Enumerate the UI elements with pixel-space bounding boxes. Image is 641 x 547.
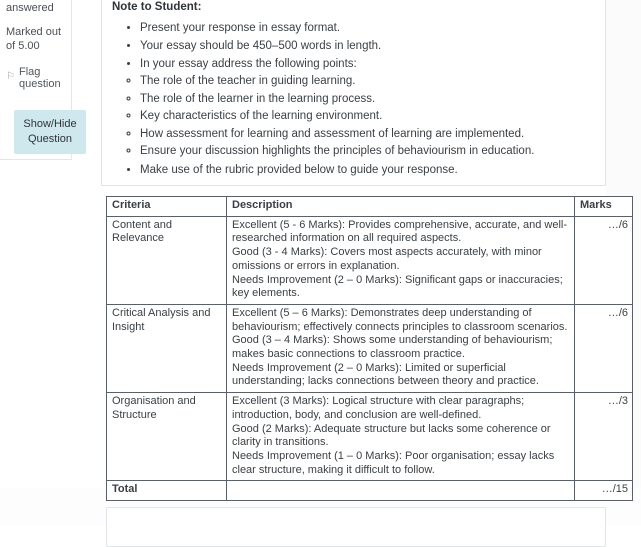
- cell-marks: …/6: [575, 304, 633, 392]
- question-content-panel: [101, 0, 606, 186]
- table-header-row: [107, 197, 633, 217]
- table-row-total: [107, 481, 633, 501]
- list-item: • In your essay address the following points:: [140, 55, 595, 73]
- list-item: ◦ How assessment for learning and assessment of learning are implemented.: [140, 126, 595, 144]
- cell-criteria: Content and Relevance: [107, 216, 227, 304]
- table-row: [107, 304, 633, 392]
- cell-total-spacer: [227, 481, 575, 501]
- flag-question-label: Flag question: [18, 66, 61, 90]
- show-hide-line-1: Show/Hide: [23, 118, 77, 130]
- note-bullet-list: [110, 19, 595, 73]
- panel-gutter: [72, 0, 101, 488]
- description-line: Good (3 - 4 Marks): Covers most aspects accurately, with minor omissions or errors in explanation.: [232, 246, 542, 272]
- flag-question-link[interactable]: [0, 66, 71, 90]
- column-header-description: Description: [227, 197, 575, 217]
- cell-description: [227, 304, 575, 392]
- description-line: Needs Improvement (2 – 0 Marks): Significant gaps or inaccuracies; key elements.: [232, 273, 563, 300]
- cell-marks: …/6: [575, 216, 633, 304]
- cell-criteria: Critical Analysis and Insight: [107, 304, 227, 392]
- note-to-student-heading: Note to Student:: [112, 1, 202, 13]
- description-line: Excellent (5 - 6 Marks): Provides comprehensive, accurate, and well-researched information on all required aspects.: [232, 218, 568, 245]
- cell-criteria: Organisation and Structure: [107, 393, 227, 481]
- column-header-marks: Marks: [575, 197, 633, 217]
- note-sub-bullet-list: [110, 73, 595, 161]
- list-item: ◦ The role of the learner in the learning process.: [140, 91, 595, 109]
- list-item: ◦ Key characteristics of the learning environment.: [140, 108, 595, 126]
- description-line: Good (3 – 4 Marks): Shows some understanding of behaviourism; makes basic connections to classroom practice.: [232, 334, 553, 361]
- description-line: Needs Improvement (2 – 0 Marks): Limited or superficial understanding; lacks connections between theory and practice.: [232, 361, 539, 388]
- show-hide-question-button[interactable]: [14, 110, 86, 154]
- description-line: Good (2 Marks): Adequate structure but lacks some coherence or clarity in transitions.: [232, 422, 551, 449]
- cell-description: [227, 216, 575, 304]
- rubric-table: [106, 196, 633, 501]
- cell-total-marks: …/15: [575, 481, 633, 501]
- list-item: • Make use of the rubric provided below to guide your response.: [140, 161, 595, 179]
- cell-marks: …/3: [575, 393, 633, 481]
- list-item: • Present your response in essay format.: [140, 19, 595, 37]
- description-line: Excellent (3 Marks): Logical structure with clear paragraphs; introduction, body, and conclusion are well-defined.: [232, 395, 525, 421]
- table-row: [107, 216, 633, 304]
- question-status-text: answered: [6, 2, 54, 14]
- marked-out-of-text: Marked out of 5.00: [6, 26, 62, 52]
- list-item: ◦ Ensure your discussion highlights the principles of behaviourism in education.: [140, 143, 595, 161]
- list-item: ◦ The role of the teacher in guiding learning.: [140, 73, 595, 91]
- description-line: Excellent (5 – 6 Marks): Demonstrates deep understanding of behaviourism; effectively connects principles to classroom scenarios.: [232, 306, 568, 333]
- cell-total-label: Total: [107, 481, 227, 501]
- list-item: • Your essay should be 450–500 words in length.: [140, 37, 595, 55]
- table-row: [107, 393, 633, 481]
- show-hide-line-2: Question: [27, 133, 73, 145]
- note-final-bullet-list: [110, 161, 595, 179]
- column-header-criteria: Criteria: [107, 197, 227, 217]
- flag-icon: ⚐: [6, 71, 15, 82]
- cell-description: [227, 393, 575, 481]
- description-line: Needs Improvement (1 – 0 Marks): Poor organisation; essay lacks clear structure, making it difficult to follow.: [232, 449, 555, 476]
- answer-editor-panel[interactable]: [106, 507, 606, 547]
